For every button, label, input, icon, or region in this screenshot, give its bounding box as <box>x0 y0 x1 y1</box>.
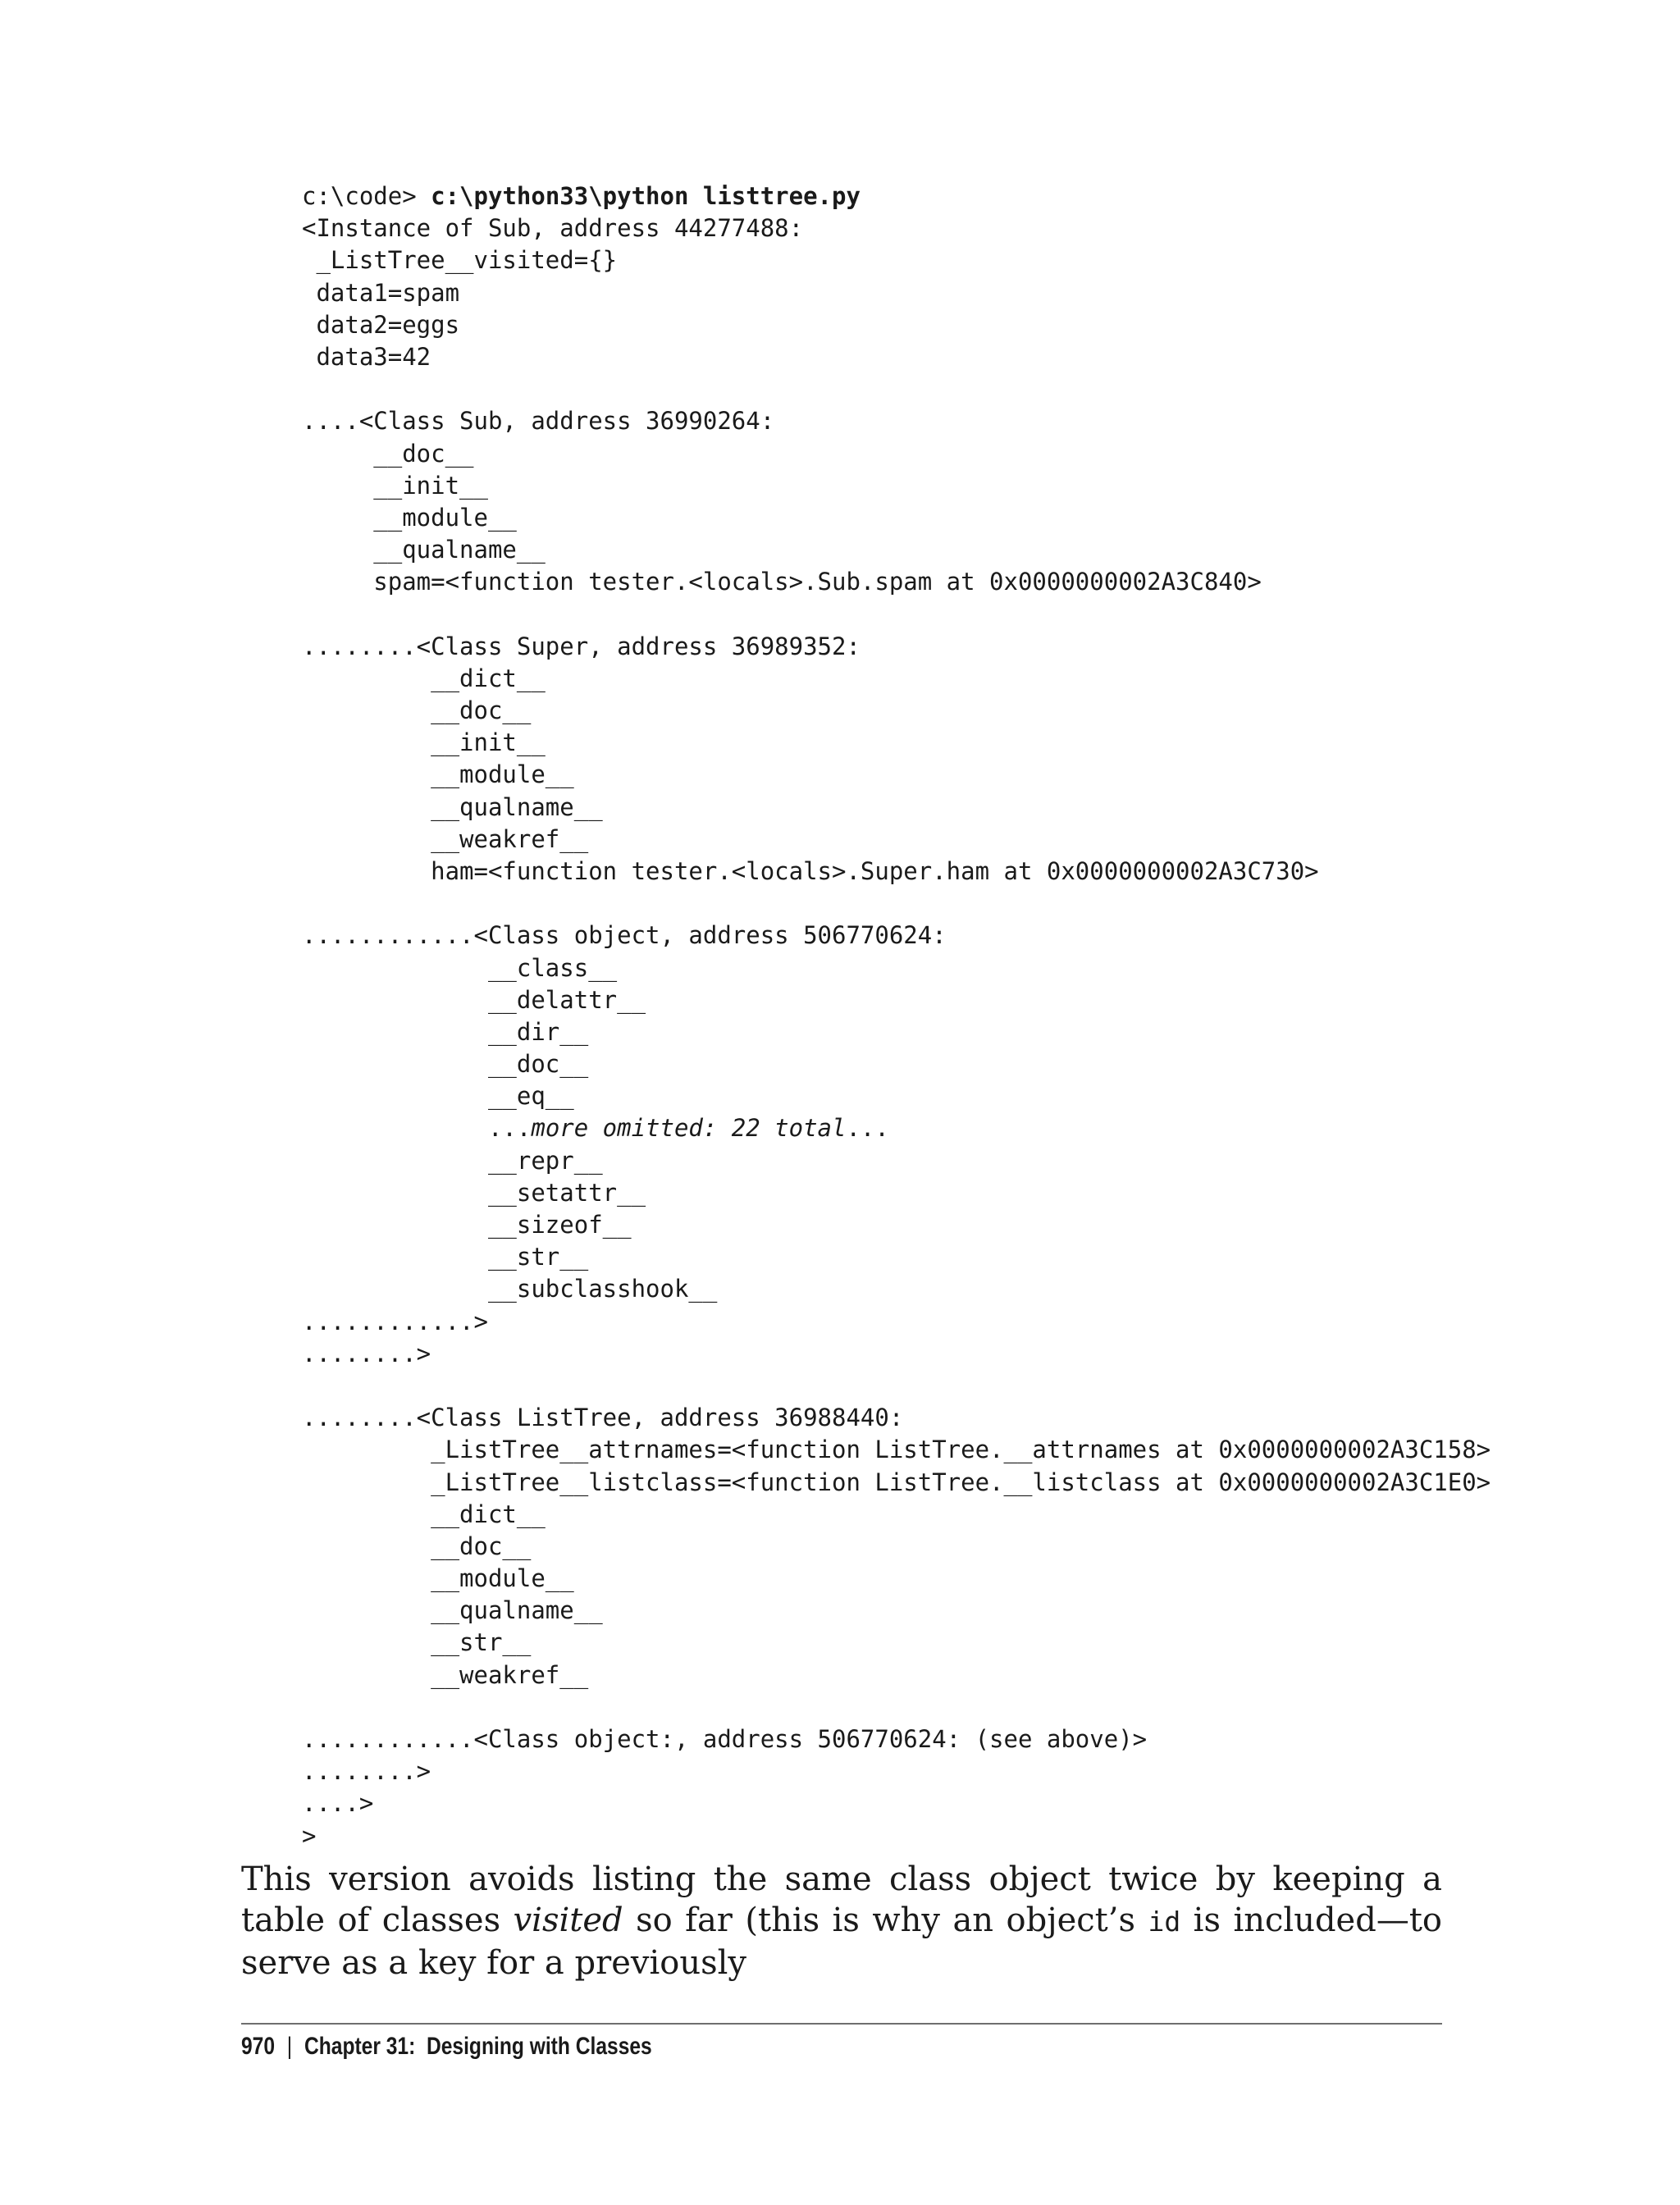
code-line: __eq__ <box>302 1082 574 1111</box>
code-line <box>302 180 1491 212</box>
code-line: __init__ <box>302 728 546 757</box>
code-line: ............> <box>302 1307 488 1335</box>
code-line: __class__ <box>302 953 618 982</box>
code-line: __init__ <box>302 471 488 500</box>
code-line: __subclasshook__ <box>302 1275 718 1303</box>
code-line: __qualname__ <box>302 1596 603 1625</box>
page-number: 970 <box>241 2033 276 2060</box>
code-line <box>302 598 1491 630</box>
shell-prompt: c:\code> <box>302 182 431 210</box>
code-comment-italic: more omitted: 22 total <box>531 1114 847 1143</box>
code-line: ............<Class object, address 506770624: <box>302 921 947 950</box>
code-line: data2=eggs <box>302 310 460 339</box>
code-line: __str__ <box>302 1243 589 1271</box>
code-line: __module__ <box>302 503 517 532</box>
code-line: __qualname__ <box>302 536 546 564</box>
code-line: __doc__ <box>302 696 532 724</box>
footer-rule <box>241 2023 1442 2025</box>
code-line: __doc__ <box>302 439 474 468</box>
code-line: ....> <box>302 1789 374 1818</box>
code-line: ........<Class Super, address 36989352: <box>302 632 861 660</box>
shell-command: c:\python33\python listtree.py <box>431 182 861 210</box>
code-line: __dir__ <box>302 1017 589 1046</box>
code-line: ........<Class ListTree, address 36988440: <box>302 1404 904 1432</box>
code-line: __delattr__ <box>302 985 646 1014</box>
code-line: __module__ <box>302 1564 574 1593</box>
code-line: <Instance of Sub, address 44277488: <box>302 214 804 243</box>
footer-separator: | <box>286 2033 293 2060</box>
code-line: __weakref__ <box>302 1660 589 1689</box>
page-footer <box>241 2033 652 2061</box>
body-paragraph <box>241 1859 1442 1984</box>
code-line: __doc__ <box>302 1532 532 1560</box>
code-line <box>302 1112 1491 1144</box>
code-line <box>302 373 1491 405</box>
code-line: ........> <box>302 1339 431 1367</box>
code-line: __qualname__ <box>302 792 603 821</box>
code-line <box>302 1691 1491 1723</box>
chapter-title: Chapter 31: Designing with Classes <box>304 2033 652 2060</box>
code-line: __weakref__ <box>302 824 589 853</box>
code-line: spam=<function tester.<locals>.Sub.spam at 0x0000000002A3C840> <box>302 568 1262 596</box>
code-line: __str__ <box>302 1628 532 1657</box>
code-line: __dict__ <box>302 1500 546 1528</box>
code-line: ham=<function tester.<locals>.Super.ham at 0x0000000002A3C730> <box>302 856 1319 885</box>
code-line: ....<Class Sub, address 36990264: <box>302 407 775 436</box>
code-line <box>302 1370 1491 1402</box>
code-line: _ListTree__visited={} <box>302 246 618 275</box>
code-line: _ListTree__attrnames=<function ListTree.__attrnames at 0x0000000002A3C158> <box>302 1436 1491 1464</box>
code-line: __sizeof__ <box>302 1211 632 1239</box>
code-listing <box>302 180 1491 1852</box>
code-line: ............<Class object:, address 506770624: (see above)> <box>302 1725 1148 1753</box>
code-text: ... <box>302 1114 532 1143</box>
code-line: data3=42 <box>302 342 431 371</box>
code-line: __repr__ <box>302 1146 603 1175</box>
prose-text: so far (this is why an object’s <box>623 1901 1148 1939</box>
prose-text: is included—to serve as a key for a previously <box>241 1901 1442 1982</box>
code-line: __module__ <box>302 760 574 789</box>
code-line: __dict__ <box>302 664 546 692</box>
code-line: _ListTree__listclass=<function ListTree.__listclass at 0x0000000002A3C1E0> <box>302 1468 1491 1496</box>
code-line: __doc__ <box>302 1050 589 1079</box>
code-line: data1=spam <box>302 278 460 307</box>
code-line: __setattr__ <box>302 1178 646 1207</box>
inline-code: id <box>1148 1906 1181 1938</box>
prose-italic-term: visited <box>513 1901 623 1939</box>
code-line: ........> <box>302 1757 431 1786</box>
code-line: > <box>302 1821 317 1850</box>
code-line <box>302 888 1491 920</box>
prose-text: This version avoids listing the same class object twice by keeping a table of classes <box>241 1860 1442 1939</box>
code-text: ... <box>846 1114 889 1143</box>
